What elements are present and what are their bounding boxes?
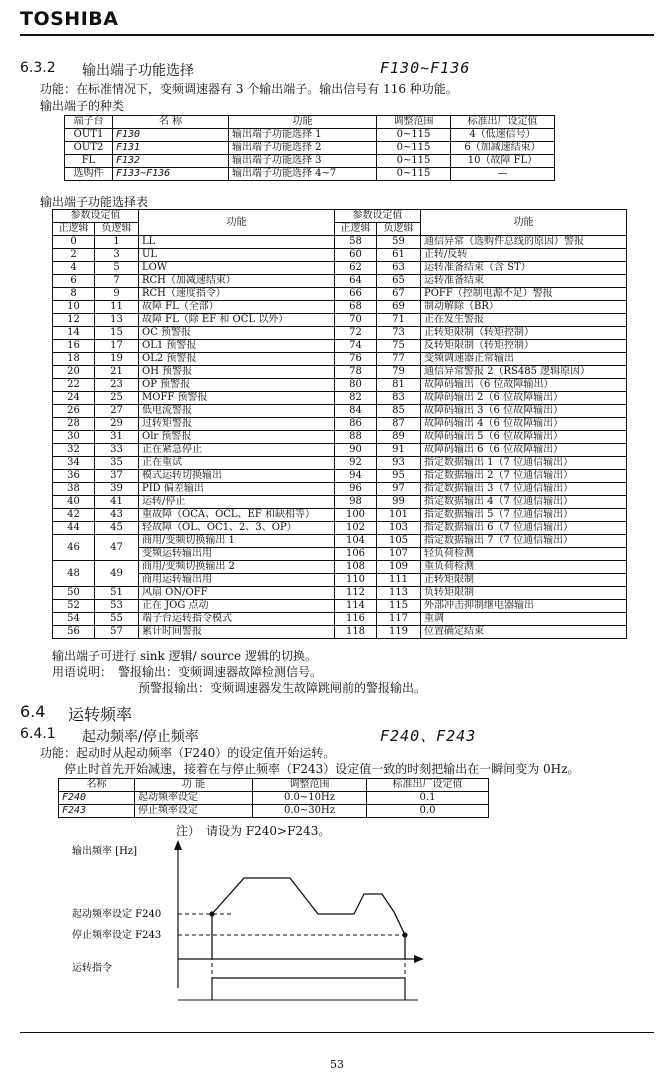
func-row [53, 314, 627, 327]
function-cell: 正转/反转 [421, 249, 627, 262]
pos-logic-cell: 20 [53, 366, 95, 379]
start-stop-table [58, 778, 489, 818]
setting-note: 注） 请设为 F240>F243。 [176, 824, 331, 838]
pos-logic-cell: 34 [53, 457, 95, 470]
neg-logic-cell: 7 [95, 275, 139, 288]
param-header-right: 参数设定值 [335, 210, 421, 223]
pos-logic-header: 正逻辑 [53, 223, 95, 236]
neg-logic-cell: 3 [95, 249, 139, 262]
neg-logic-cell: 53 [95, 600, 139, 613]
pos-logic-cell: 66 [335, 288, 377, 301]
freq-col-header: 名称 [59, 779, 135, 792]
func-row [53, 379, 627, 392]
pos-logic-header: 正逻辑 [335, 223, 377, 236]
freq-col-header: 功 能 [135, 779, 253, 792]
neg-logic-cell: 25 [95, 392, 139, 405]
section-title: 输出端子功能选择 [82, 63, 194, 79]
start-frequency-label: 起动频率设定 F240 [72, 909, 162, 920]
func-header-right: 功能 [421, 210, 627, 236]
function-cell: 指定数据输出 5（7 位通信输出） [421, 509, 627, 522]
output-function-table [52, 209, 627, 639]
function-cell: 端子台运转指令模式 [139, 613, 335, 626]
func-row [53, 405, 627, 418]
neg-logic-cell: 13 [95, 314, 139, 327]
function-cell: 模式运转切换输出 [139, 470, 335, 483]
types-cell: 输出端子功能选择 3 [229, 155, 377, 168]
neg-logic-cell: 77 [377, 353, 421, 366]
func-row [53, 535, 627, 548]
neg-logic-cell: 29 [95, 418, 139, 431]
neg-logic-cell: 105 [377, 535, 421, 548]
neg-logic-cell: 107 [377, 548, 421, 561]
pos-logic-cell: 78 [335, 366, 377, 379]
neg-logic-cell: 47 [95, 535, 139, 561]
func-row [53, 301, 627, 314]
types-row [65, 129, 555, 142]
freq-cell: 0.0 [367, 805, 489, 818]
function-cell: OL2 预警报 [139, 353, 335, 366]
func-row [53, 262, 627, 275]
func-header-left: 功能 [139, 210, 335, 236]
freq-col-header: 调整范围 [253, 779, 367, 792]
neg-logic-cell: 99 [377, 496, 421, 509]
pos-logic-cell: 98 [335, 496, 377, 509]
neg-logic-cell: 87 [377, 418, 421, 431]
types-cell: 输出端子功能选择 2 [229, 142, 377, 155]
func-row [53, 444, 627, 457]
pos-logic-cell: 56 [53, 626, 95, 639]
neg-logic-cell: 41 [95, 496, 139, 509]
function-cell: 运转准备结束（含 ST） [421, 262, 627, 275]
pos-logic-cell: 104 [335, 535, 377, 548]
function-cell: 商用运转输出用 [139, 574, 335, 587]
function-cell: 累计时间警报 [139, 626, 335, 639]
y-axis-arrow [174, 840, 182, 850]
pos-logic-cell: 44 [53, 522, 95, 535]
pos-logic-cell: 14 [53, 327, 95, 340]
neg-logic-cell: 83 [377, 392, 421, 405]
func-row [53, 275, 627, 288]
func-row [53, 587, 627, 600]
pos-logic-cell: 54 [53, 613, 95, 626]
types-col-header: 端子台 [65, 116, 113, 129]
types-cell: FL [65, 155, 113, 168]
param-code-cell: F130 [113, 129, 229, 142]
frequency-profile-line [212, 878, 405, 935]
neg-logic-cell: 93 [377, 457, 421, 470]
note-prealarm: 预警报输出：变频调速器发生故障跳闸前的警报输出。 [138, 681, 427, 695]
start-stop-frequency-diagram [64, 838, 434, 1008]
func-row [53, 626, 627, 639]
types-caption: 输出端子的种类 [40, 99, 125, 113]
neg-logic-cell: 59 [377, 236, 421, 249]
freq-cell: 0.1 [367, 792, 489, 805]
section-6-4-title: 运转频率 [68, 705, 133, 724]
function-cell: 正转矩限制（转矩控制） [421, 327, 627, 340]
pos-logic-cell: 12 [53, 314, 95, 327]
function-cell: 故障码输出 5（6 位故障输出） [421, 431, 627, 444]
types-cell: — [451, 168, 555, 181]
pos-logic-cell: 18 [53, 353, 95, 366]
freq-row [59, 805, 489, 818]
function-cell: 正转矩限制 [421, 574, 627, 587]
pos-logic-cell: 36 [53, 470, 95, 483]
function-cell: 重调 [421, 613, 627, 626]
function-cell: 指定数据输出 1（7 位通信输出） [421, 457, 627, 470]
section-desc: 功能：在标准情况下，变频调速器有 3 个输出端子。输出信号有 116 种功能。 [40, 82, 458, 96]
function-cell: OP 预警报 [139, 379, 335, 392]
neg-logic-cell: 89 [377, 431, 421, 444]
neg-logic-cell: 39 [95, 483, 139, 496]
pos-logic-cell: 118 [335, 626, 377, 639]
func-row [53, 418, 627, 431]
neg-logic-cell: 63 [377, 262, 421, 275]
function-cell: 正在重试 [139, 457, 335, 470]
pos-logic-cell: 80 [335, 379, 377, 392]
neg-logic-cell: 27 [95, 405, 139, 418]
neg-logic-cell: 61 [377, 249, 421, 262]
function-cell: Olr 预警报 [139, 431, 335, 444]
function-cell: 重故障（OCA、OCL、EF 和缺相等） [139, 509, 335, 522]
pos-logic-cell: 52 [53, 600, 95, 613]
function-cell: 正在 JOG 点动 [139, 600, 335, 613]
function-cell: 故障 FL（全部） [139, 301, 335, 314]
pos-logic-cell: 0 [53, 236, 95, 249]
function-cell: 正在发生警报 [421, 314, 627, 327]
start-stop-desc1: 功能：起动时从起动频率（F240）的设定值开始运转。 [40, 746, 336, 760]
start-point-marker [209, 911, 214, 916]
function-cell: 故障码输出 3（6 位故障输出） [421, 405, 627, 418]
neg-logic-cell: 9 [95, 288, 139, 301]
pos-logic-cell: 108 [335, 561, 377, 574]
func-row [53, 574, 627, 587]
types-cell: 6（加减速结束） [451, 142, 555, 155]
neg-logic-cell: 35 [95, 457, 139, 470]
pos-logic-cell: 22 [53, 379, 95, 392]
neg-logic-cell: 109 [377, 561, 421, 574]
types-cell: 4（低速信号） [451, 129, 555, 142]
pos-logic-cell: 4 [53, 262, 95, 275]
function-cell: 故障码输出（6 位故障输出） [421, 379, 627, 392]
pos-logic-cell: 112 [335, 587, 377, 600]
func-row [53, 483, 627, 496]
function-cell: 指定数据输出 4（7 位通信输出） [421, 496, 627, 509]
func-row [53, 613, 627, 626]
pos-logic-cell: 84 [335, 405, 377, 418]
types-cell: 0~115 [377, 142, 451, 155]
section-6-4-1-code: F240、F243 [380, 727, 477, 745]
neg-logic-cell: 19 [95, 353, 139, 366]
types-cell: 选购件 [65, 168, 113, 181]
function-cell: 通信异常（选购件总线的原因）警报 [421, 236, 627, 249]
function-cell: UL [139, 249, 335, 262]
function-cell: 运转/停止 [139, 496, 335, 509]
pos-logic-cell: 40 [53, 496, 95, 509]
func-row [53, 366, 627, 379]
func-row [53, 353, 627, 366]
neg-logic-cell: 33 [95, 444, 139, 457]
types-cell: OUT1 [65, 129, 113, 142]
neg-logic-header: 负逻辑 [95, 223, 139, 236]
x-axis-arrow [414, 955, 424, 963]
types-col-header: 名 称 [113, 116, 229, 129]
neg-logic-cell: 21 [95, 366, 139, 379]
neg-logic-cell: 55 [95, 613, 139, 626]
function-cell: 运转准备结束 [421, 275, 627, 288]
types-cell: 10（故障 FL） [451, 155, 555, 168]
pos-logic-cell: 10 [53, 301, 95, 314]
run-command-label: 运转指令 [72, 963, 112, 974]
types-cell: 0~115 [377, 168, 451, 181]
neg-logic-cell: 67 [377, 288, 421, 301]
func-row [53, 249, 627, 262]
section-6-4-1-title: 起动频率/停止频率 [82, 729, 199, 745]
neg-logic-cell: 71 [377, 314, 421, 327]
pos-logic-cell: 100 [335, 509, 377, 522]
start-stop-desc2: 停止时首先开始减速，接着在与停止频率（F243）设定值一致的时刻把输出在一瞬间变为 0Hz。 [64, 762, 580, 776]
neg-logic-cell: 85 [377, 405, 421, 418]
stop-point-marker [402, 932, 407, 937]
function-cell: LL [139, 236, 335, 249]
pos-logic-cell: 92 [335, 457, 377, 470]
function-cell: LOW [139, 262, 335, 275]
freq-row [59, 792, 489, 805]
func-caption: 输出端子功能选择表 [40, 195, 149, 209]
func-row [53, 600, 627, 613]
function-cell: POFF（控制电源不足）警报 [421, 288, 627, 301]
freq-cell: 起动频率设定 [135, 792, 253, 805]
function-cell: 商用/变频切换输出 1 [139, 535, 335, 548]
neg-logic-cell: 43 [95, 509, 139, 522]
pos-logic-cell: 68 [335, 301, 377, 314]
func-row [53, 509, 627, 522]
neg-logic-cell: 15 [95, 327, 139, 340]
types-cell: 0~115 [377, 155, 451, 168]
neg-logic-cell: 17 [95, 340, 139, 353]
param-code-cell: F132 [113, 155, 229, 168]
function-cell: 故障码输出 2（6 位故障输出） [421, 392, 627, 405]
neg-logic-cell: 51 [95, 587, 139, 600]
pos-logic-cell: 32 [53, 444, 95, 457]
run-command-signal [212, 978, 405, 1000]
pos-logic-cell: 116 [335, 613, 377, 626]
section-6-4-number: 6.4 [20, 702, 46, 721]
pos-logic-cell: 26 [53, 405, 95, 418]
function-cell: 故障 FL（除 EF 和 OCL 以外） [139, 314, 335, 327]
param-code-cell: F240 [59, 792, 135, 805]
pos-logic-cell: 58 [335, 236, 377, 249]
pos-logic-cell: 48 [53, 561, 95, 587]
types-cell: OUT2 [65, 142, 113, 155]
function-cell: 变频运转输出用 [139, 548, 335, 561]
func-row [53, 496, 627, 509]
pos-logic-cell: 30 [53, 431, 95, 444]
pos-logic-cell: 114 [335, 600, 377, 613]
section-6-4-1-number: 6.4.1 [20, 726, 56, 742]
function-cell: 变频调速器正常输出 [421, 353, 627, 366]
neg-logic-cell: 49 [95, 561, 139, 587]
pos-logic-cell: 102 [335, 522, 377, 535]
function-cell: PID 偏差输出 [139, 483, 335, 496]
types-col-header: 标准出厂设定值 [451, 116, 555, 129]
neg-logic-cell: 79 [377, 366, 421, 379]
pos-logic-cell: 2 [53, 249, 95, 262]
neg-logic-cell: 103 [377, 522, 421, 535]
function-cell: 位置确定结束 [421, 626, 627, 639]
pos-logic-cell: 24 [53, 392, 95, 405]
note-alarm: 用语说明： 警报输出：变频调速器故障检测信号。 [52, 665, 323, 679]
neg-logic-cell: 95 [377, 470, 421, 483]
function-cell: 轻故障（OL、OC1、2、3、OP） [139, 522, 335, 535]
param-header-left: 参数设定值 [53, 210, 139, 223]
pos-logic-cell: 72 [335, 327, 377, 340]
func-row [53, 288, 627, 301]
function-cell: 指定数据输出 6（7 位通信输出） [421, 522, 627, 535]
freq-col-header: 标准出厂设定值 [367, 779, 489, 792]
function-cell: 正在紧急停止 [139, 444, 335, 457]
neg-logic-header: 负逻辑 [377, 223, 421, 236]
neg-logic-cell: 69 [377, 301, 421, 314]
function-cell: 故障码输出 6（6 位故障输出） [421, 444, 627, 457]
function-cell: 过转矩警报 [139, 418, 335, 431]
param-code-cell: F133~F136 [113, 168, 229, 181]
neg-logic-cell: 31 [95, 431, 139, 444]
freq-cell: 0.0~30Hz [253, 805, 367, 818]
param-code-cell: F243 [59, 805, 135, 818]
neg-logic-cell: 91 [377, 444, 421, 457]
pos-logic-cell: 74 [335, 340, 377, 353]
pos-logic-cell: 28 [53, 418, 95, 431]
note-sink-source: 输出端子可进行 sink 逻辑/ source 逻辑的切换。 [52, 649, 317, 663]
pos-logic-cell: 82 [335, 392, 377, 405]
toshiba-logo: TOSHIBA [20, 8, 119, 30]
stop-frequency-label: 停止频率设定 F243 [72, 930, 162, 941]
neg-logic-cell: 81 [377, 379, 421, 392]
pos-logic-cell: 60 [335, 249, 377, 262]
pos-logic-cell: 88 [335, 431, 377, 444]
pos-logic-cell: 70 [335, 314, 377, 327]
pos-logic-cell: 16 [53, 340, 95, 353]
pos-logic-cell: 106 [335, 548, 377, 561]
neg-logic-cell: 5 [95, 262, 139, 275]
function-cell: OL1 预警报 [139, 340, 335, 353]
types-cell: 输出端子功能选择 1 [229, 129, 377, 142]
func-row [53, 327, 627, 340]
types-cell: 输出端子功能选择 4~7 [229, 168, 377, 181]
pos-logic-cell: 86 [335, 418, 377, 431]
function-cell: OC 预警报 [139, 327, 335, 340]
function-cell: 外部冲击抑制继电器输出 [421, 600, 627, 613]
pos-logic-cell: 38 [53, 483, 95, 496]
function-cell: 重负荷检测 [421, 561, 627, 574]
pos-logic-cell: 94 [335, 470, 377, 483]
neg-logic-cell: 115 [377, 600, 421, 613]
function-cell: RCH（速度指令） [139, 288, 335, 301]
pos-logic-cell: 46 [53, 535, 95, 561]
func-row [53, 457, 627, 470]
func-row [53, 470, 627, 483]
function-cell: 反转矩限制（转矩控制） [421, 340, 627, 353]
pos-logic-cell: 6 [53, 275, 95, 288]
function-cell: 风扇 ON/OFF [139, 587, 335, 600]
function-cell: 指定数据输出 3（7 位通信输出） [421, 483, 627, 496]
func-row [53, 522, 627, 535]
neg-logic-cell: 119 [377, 626, 421, 639]
function-cell: 制动解除（BR） [421, 301, 627, 314]
neg-logic-cell: 101 [377, 509, 421, 522]
pos-logic-cell: 76 [335, 353, 377, 366]
types-col-header: 功能 [229, 116, 377, 129]
neg-logic-cell: 45 [95, 522, 139, 535]
pos-logic-cell: 62 [335, 262, 377, 275]
function-cell: RCH（加减速结束） [139, 275, 335, 288]
neg-logic-cell: 23 [95, 379, 139, 392]
func-row [53, 561, 627, 574]
neg-logic-cell: 57 [95, 626, 139, 639]
func-row [53, 236, 627, 249]
neg-logic-cell: 11 [95, 301, 139, 314]
func-row [53, 340, 627, 353]
freq-cell: 0.0~10Hz [253, 792, 367, 805]
section-code: F130~F136 [380, 59, 471, 77]
function-cell: OH 预警报 [139, 366, 335, 379]
function-cell: 故障码输出 4（6 位故障输出） [421, 418, 627, 431]
pos-logic-cell: 42 [53, 509, 95, 522]
y-axis-label: 输出频率 [Hz] [72, 846, 137, 857]
pos-logic-cell: 90 [335, 444, 377, 457]
types-row [65, 168, 555, 181]
function-cell: MOFF 预警报 [139, 392, 335, 405]
pos-logic-cell: 8 [53, 288, 95, 301]
function-cell: 低电流警报 [139, 405, 335, 418]
function-cell: 负转矩限制 [421, 587, 627, 600]
neg-logic-cell: 37 [95, 470, 139, 483]
func-row [53, 392, 627, 405]
neg-logic-cell: 1 [95, 236, 139, 249]
function-cell: 通信异常警报 2（RS485 逻辑原因） [421, 366, 627, 379]
function-cell: 商用/变频切换输出 2 [139, 561, 335, 574]
func-row [53, 548, 627, 561]
function-cell: 轻负荷检测 [421, 548, 627, 561]
footer-rule [20, 1032, 654, 1033]
header-rule [20, 34, 654, 36]
param-code-cell: F131 [113, 142, 229, 155]
neg-logic-cell: 117 [377, 613, 421, 626]
types-cell: 0~115 [377, 129, 451, 142]
neg-logic-cell: 73 [377, 327, 421, 340]
neg-logic-cell: 113 [377, 587, 421, 600]
types-row [65, 142, 555, 155]
types-col-header: 调整范围 [377, 116, 451, 129]
freq-cell: 停止频率设定 [135, 805, 253, 818]
neg-logic-cell: 65 [377, 275, 421, 288]
terminal-types-table [64, 115, 555, 181]
section-number: 6.3.2 [20, 60, 56, 76]
pos-logic-cell: 110 [335, 574, 377, 587]
neg-logic-cell: 111 [377, 574, 421, 587]
pos-logic-cell: 64 [335, 275, 377, 288]
neg-logic-cell: 75 [377, 340, 421, 353]
page-number: 53 [330, 1058, 344, 1071]
pos-logic-cell: 96 [335, 483, 377, 496]
function-cell: 指定数据输出 2（7 位通信输出） [421, 470, 627, 483]
pos-logic-cell: 50 [53, 587, 95, 600]
neg-logic-cell: 97 [377, 483, 421, 496]
func-row [53, 431, 627, 444]
function-cell: 指定数据输出 7（7 位通信输出） [421, 535, 627, 548]
types-row [65, 155, 555, 168]
